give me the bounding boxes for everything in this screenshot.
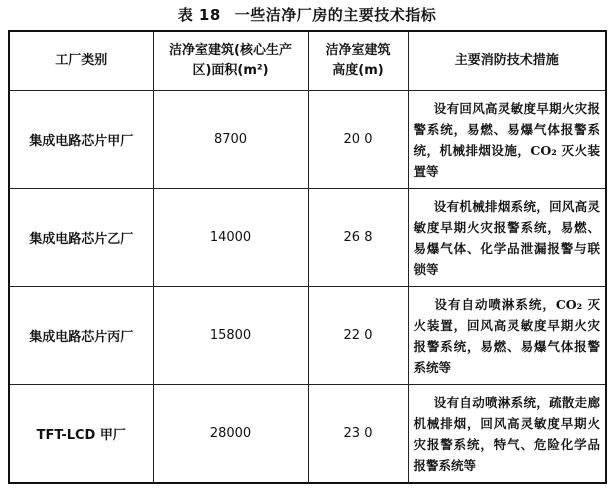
header-row [9,31,606,91]
header-height [308,31,408,91]
table-row [9,91,606,189]
row-measures-text: 设有机械排烟系统，回风高灵敏度早期火灾报警系统，易燃、易爆气体、化学品泄漏报警与联锁等 [413,198,600,277]
row-area: 14000 [153,189,308,287]
row-height: 22 0 [308,287,408,385]
table-number: 表 18 [177,6,221,24]
table-title: 一些洁净厂房的主要技术指标 [234,6,437,24]
row-category: 集成电路芯片乙厂 [9,189,153,287]
row-height: 26 8 [308,189,408,287]
row-measures-text: 设有自动喷淋系统，疏散走廊机械排烟，回风高灵敏度早期火灾报警系统，特气、危险化学品报警系统等 [413,394,600,473]
table-caption [0,4,614,25]
header-category: 工厂类别 [9,31,153,91]
row-measures-text: 设有回风高灵敏度早期火灾报警系统，易燃、易爆气体报警系统，机械排烟设施，CO₂ 灭火装置等 [413,100,600,179]
table-row [9,189,606,287]
row-height: 20 0 [308,91,408,189]
tech-indicator-table [8,30,607,484]
row-category: TFT-LCD 甲厂 [9,385,153,484]
header-measures: 主要消防技术措施 [408,31,606,91]
row-measures [408,91,606,189]
row-height: 23 0 [308,385,408,484]
row-category: 集成电路芯片甲厂 [9,91,153,189]
header-area [153,31,308,91]
row-measures [408,189,606,287]
row-area: 8700 [153,91,308,189]
header-area-text: 洁净室建筑(核心生产区)面积(m²) [169,43,292,78]
row-measures [408,287,606,385]
row-area: 15800 [153,287,308,385]
header-height-text: 洁净室建筑高度(m) [325,43,391,78]
table-row [9,287,606,385]
row-measures [408,385,606,484]
row-area: 28000 [153,385,308,484]
table-row [9,385,606,484]
row-category: 集成电路芯片丙厂 [9,287,153,385]
row-measures-text: 设有自动喷淋系统，CO₂ 灭火装置，回风高灵敏度早期火灾报警系统，易燃、易爆气体报警系统等 [413,296,600,375]
